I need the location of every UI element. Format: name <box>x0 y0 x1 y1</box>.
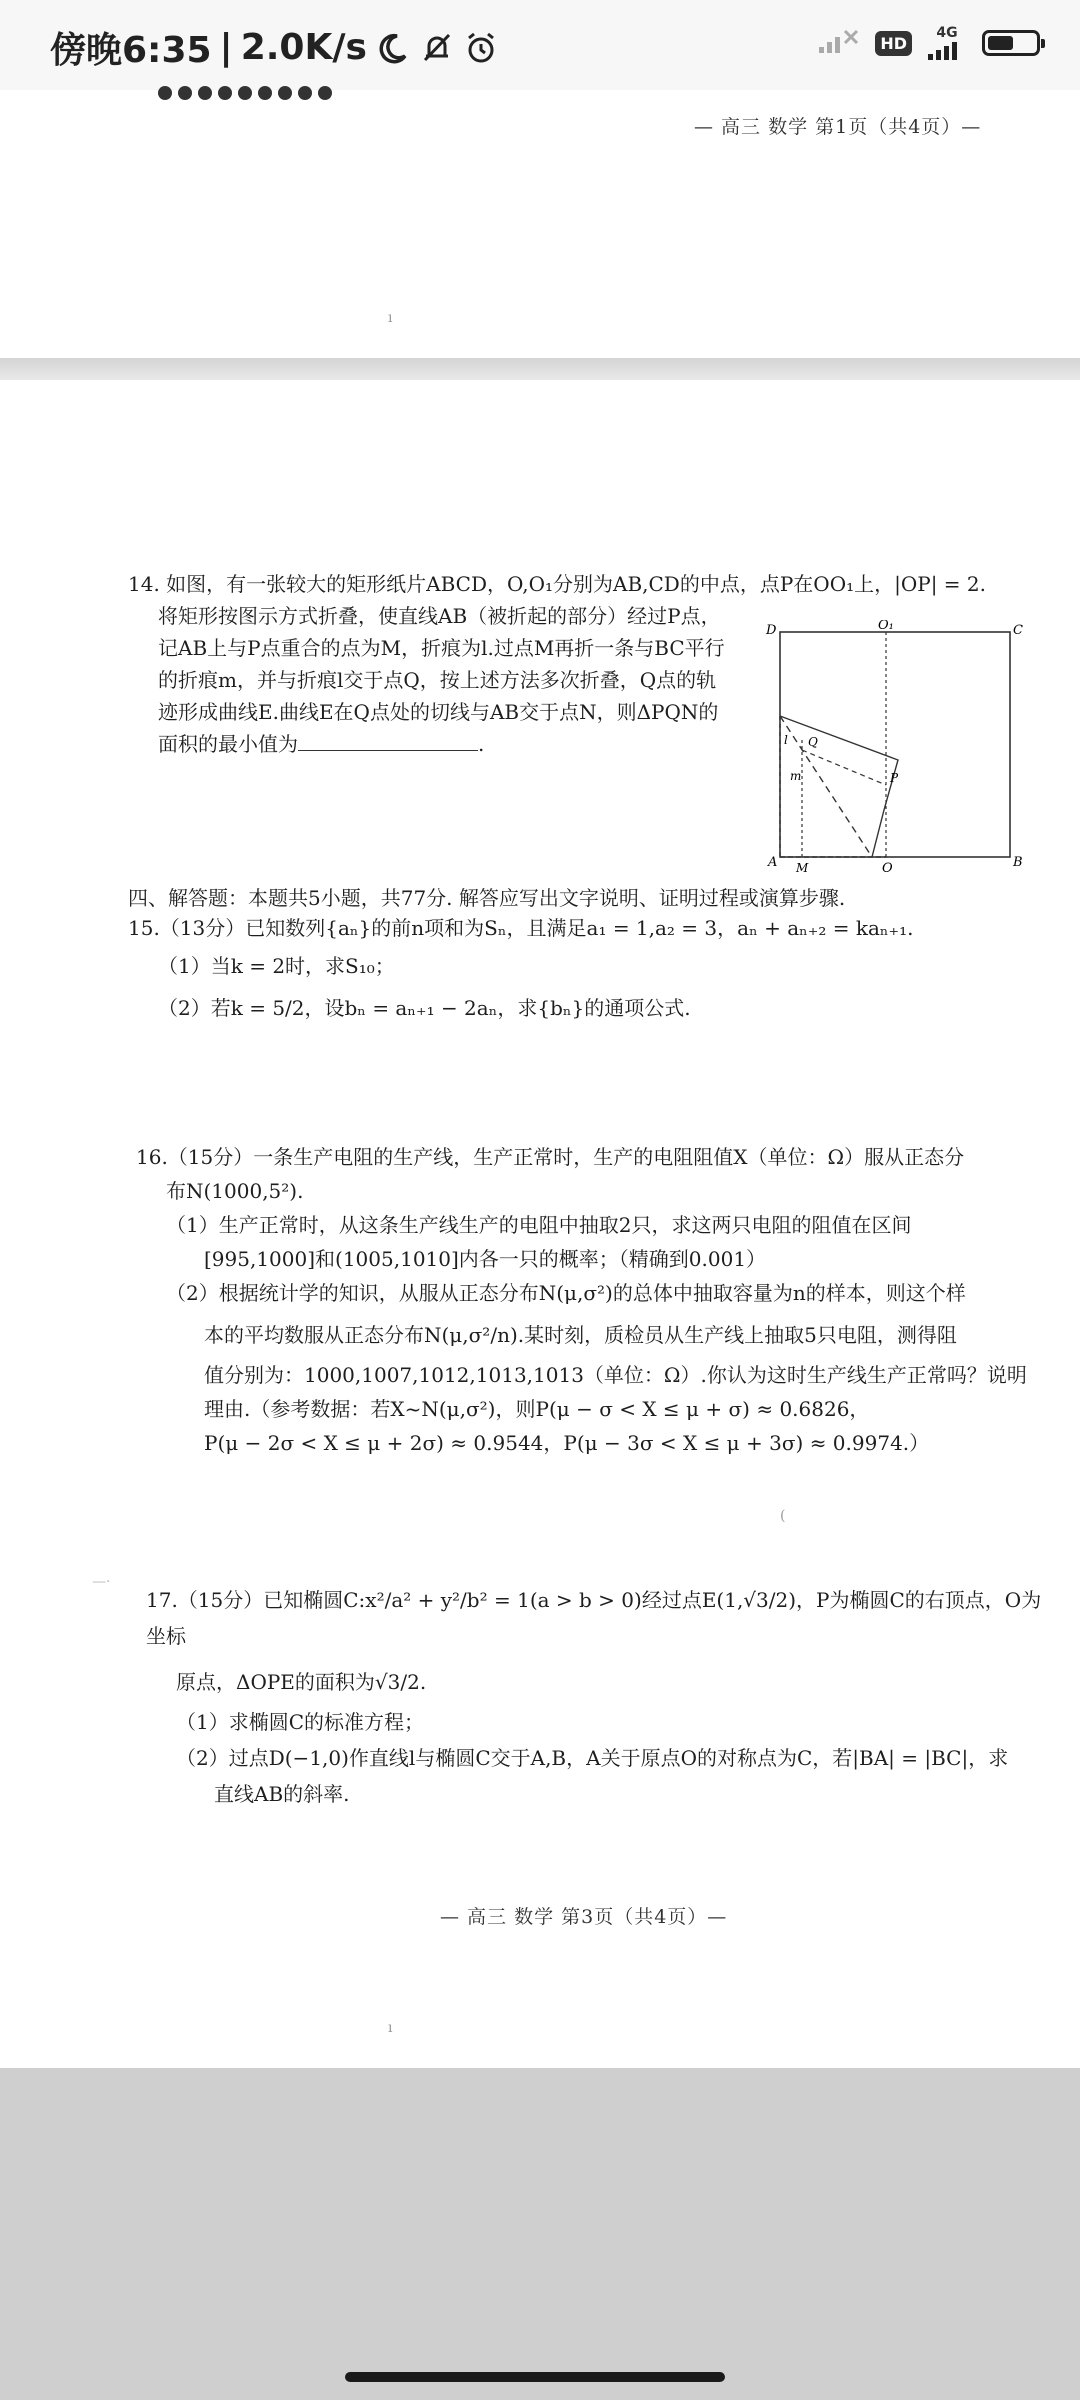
hd-badge: HD <box>875 31 912 56</box>
label-d: D <box>766 623 777 638</box>
label-o1: O₁ <box>878 620 894 633</box>
separator: | <box>219 27 233 68</box>
q16-line-3: （1）生产正常时，从这条生产线生产的电阻中抽取2只，求这两只电阻的阻值在区间 <box>166 1213 912 1237</box>
label-p: P <box>890 771 899 785</box>
question-16 <box>136 1140 1036 1460</box>
question-17 <box>146 1582 1046 1812</box>
status-bar <box>0 0 1080 90</box>
question-15 <box>128 912 1028 1024</box>
net-speed: 2.0K/s <box>240 27 367 68</box>
q16-line-2: 布N(1000,5²). <box>166 1179 304 1203</box>
q17-part-1: （1）求椭圆C的标准方程； <box>176 1710 425 1734</box>
bell-off-icon <box>419 30 455 66</box>
moon-icon <box>375 30 411 66</box>
q16-line-5: （2）根据统计学的知识，从服从正态分布N(μ,σ²)的总体中抽取容量为n的样本，则这个样 <box>166 1281 966 1305</box>
q14-line-3: 记AB上与P点重合的点为M，折痕为l.过点M再折一条与BC平行 <box>158 636 725 660</box>
q14-last-text: 面积的最小值为 <box>158 732 298 756</box>
q16-line-4: [995,1000]和(1005,1010]内各一只的概率；（精确到0.001） <box>204 1247 767 1271</box>
q15-part-2: （2）若k = 5/2，设bₙ = aₙ₊₁ − 2aₙ，求{bₙ}的通项公式. <box>158 996 691 1020</box>
viewer-background <box>0 2068 1080 2400</box>
page-footer-top: — 高三 数学 第1页（共4页）— <box>694 116 982 138</box>
battery-tip <box>1041 39 1045 48</box>
answer-blank <box>298 732 478 751</box>
crease-l <box>780 716 872 857</box>
q16-line-8: 理由.（参考数据：若X~N(μ,σ²)，则P(μ − σ < X ≤ μ + σ) ≈ 0.6826， <box>204 1397 870 1421</box>
q17-part-2: （2）过点D(−1,0)作直线l与椭圆C交于A,B，A关于原点O的对称点为C，若|BA| = |BC|，求 <box>176 1746 1009 1770</box>
stray-mark-3: —· <box>92 1574 111 1590</box>
page-top-fragment <box>0 90 1080 358</box>
label-l: l <box>784 733 788 747</box>
q15-part-1: （1）当k = 2时，求S₁₀； <box>158 954 395 978</box>
q14-line-5: 迹形成曲线E.曲线E在Q点处的切线与AB交于点N，则ΔPQN的 <box>158 700 719 724</box>
label-q: Q <box>808 735 818 749</box>
label-b: B <box>1013 855 1023 870</box>
label-o: O <box>882 861 893 875</box>
q14-line-2: 将矩形按图示方式折叠，使直线AB（被折起的部分）经过P点， <box>158 604 721 628</box>
label-a: A <box>768 855 778 870</box>
q17-line-5: 直线AB的斜率. <box>214 1782 350 1806</box>
alarm-icon <box>463 30 499 66</box>
line-pq <box>802 750 886 785</box>
q14-line-1: 14. 如图，有一张较大的矩形纸片ABCD，O,O₁分别为AB,CD的中点，点P在OO₁上，|OP| = 2. <box>128 572 986 596</box>
redacted-marks <box>158 86 332 100</box>
label-m-point: M <box>796 861 809 875</box>
q14-line-4: 的折痕m，并与折痕l交于点Q，按上述方法多次折叠，Q点的轨 <box>158 668 717 692</box>
folded-edge <box>780 716 898 857</box>
q15-line-1: 15.（13分）已知数列{aₙ}的前n项和为Sₙ，且满足a₁ = 1,a₂ = 3，aₙ + aₙ₊₂ = kaₙ₊₁. <box>128 916 914 940</box>
q16-line-6: 本的平均数服从正态分布N(μ,σ²/n).某时刻，质检员从生产线上抽取5只电阻，测得阻 <box>204 1323 957 1347</box>
battery-icon <box>982 30 1040 56</box>
stray-mark: ı <box>388 310 393 326</box>
status-right <box>817 26 1040 60</box>
page-gap <box>0 358 1080 380</box>
stray-mark-4: ı <box>388 2020 393 2036</box>
q16-line-9: P(μ − 2σ < X ≤ μ + 2σ) ≈ 0.9544，P(μ − 3σ < X ≤ μ + 3σ) ≈ 0.9974.） <box>204 1431 930 1455</box>
q14-last-suffix: . <box>478 732 485 756</box>
q17-line-2: 原点，ΔOPE的面积为√3/2. <box>176 1670 427 1694</box>
label-m: m <box>790 769 802 783</box>
q16-line-1: 16.（15分）一条生产电阻的生产线，生产正常时，生产的电阻阻值X（单位：Ω）服从正态分 <box>136 1145 965 1169</box>
page-main <box>0 380 1080 2068</box>
battery-fill <box>988 36 1013 50</box>
home-indicator[interactable] <box>345 2372 725 2382</box>
status-left <box>50 22 499 73</box>
stray-mark-2: ( <box>780 1508 786 1524</box>
label-c: C <box>1013 623 1023 638</box>
page-footer-bottom: — 高三 数学 第3页（共4页）— <box>440 1906 728 1928</box>
signal-x-icon <box>817 27 861 59</box>
q14-fold-diagram <box>760 620 1030 875</box>
section-4-title: 四、解答题：本题共5小题，共77分. 解答应写出文字说明、证明过程或演算步骤. <box>128 886 846 910</box>
network-label: 4G <box>936 25 958 41</box>
q16-line-7: 值分别为：1000,1007,1012,1013,1013（单位：Ω）.你认为这时生产线生产正常吗？说明 <box>204 1363 1027 1387</box>
clock: 傍晚6:35 <box>50 30 212 71</box>
signal-bars-icon <box>926 40 968 60</box>
q17-line-1: 17.（15分）已知椭圆C:x²/a² + y²/b² = 1(a > b > 0)经过点E(1,√3/2)，P为椭圆C的右顶点，O为坐标 <box>146 1588 1042 1648</box>
network-indicator <box>926 26 968 60</box>
